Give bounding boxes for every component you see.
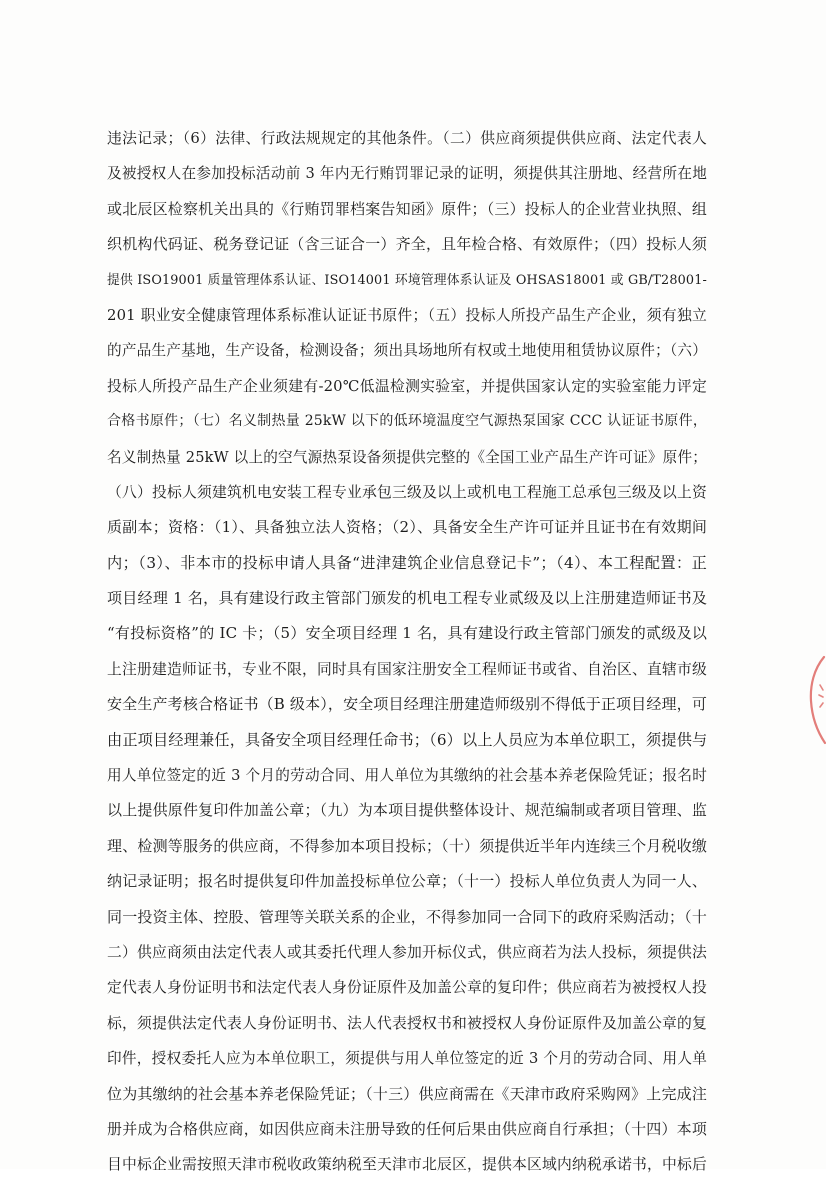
text-line: 织机构代码证、税务登记证（含三证合一）齐全，且年检合格、有效原件；（四）投标人须 (107, 235, 707, 254)
text-line: 的产品生产基地，生产设备，检测设备；须出具场地所有权或土地使用租赁协议原件；（六） (107, 342, 707, 360)
text-line: 合格书原件；（七）名义制热量 25kW 以下的低环境温度空气源热泵国家 CCC 认证证书原件， (107, 413, 707, 430)
text-line: 上注册建造师证书，专业不限，同时具有国家注册安全工程师证书或省、自治区、直辖市级 (107, 660, 707, 678)
text-line: 标，须提供法定代表人身份证明书、法人代表授权书和被授权人身份证原件及加盖公章的复 (107, 1014, 707, 1032)
text-line: 质副本；资格：（1）、具备独立法人资格；（2）、具备安全生产许可证并且证书在有效期间 (107, 518, 707, 537)
text-line: 册并成为合格供应商，如因供应商未注册导致的任何后果由供应商自行承担；（十四）本项 (107, 1119, 707, 1138)
text-line: 项目经理 1 名，具有建设行政主管部门颁发的机电工程专业贰级及以上注册建造师证书及 (107, 589, 707, 608)
text-line: 内；（3）、非本市的投标申请人具备“进津建筑企业信息登记卡”；（4）、本工程配置：正 (107, 553, 707, 572)
text-line: 及被授权人在参加投标活动前 3 年内无行贿罚罪记录的证明，须提供其注册地、经营所在地 (107, 165, 707, 183)
text-line: 或北辰区检察机关出具的《行贿罚罪档案告知函》原件；（三）投标人的企业营业执照、组 (107, 199, 707, 218)
text-line: 投标人所投产品生产企业须建有-20℃低温检测实验室，并提供国家认定的实验室能力评定 (107, 377, 707, 395)
text-line: （八）投标人须建筑机电安装工程专业承包三级及以上或机电工程施工总承包三级及以上资 (107, 483, 707, 501)
text-line: 安全生产考核合格证书（B 级本），安全项目经理注册建造师级别不得低于正项目经理，可 (107, 695, 707, 714)
text-line: 目中标企业需按照天津市税收政策纳税至天津市北辰区，提供本区域内纳税承诺书，中标后 (107, 1156, 707, 1174)
text-line: 定代表人身份证明书和法定代表人身份证原件及加盖公章的复印件；供应商若为被授权人投 (107, 979, 707, 997)
seal-stamp-fragment (804, 655, 826, 745)
text-line: 名义制热量 25kW 以上的空气源热泵设备须提供完整的《全国工业产品生产许可证》原件； (107, 448, 707, 466)
text-line: 二）供应商须由法定代表人或其委托代理人参加开标仪式，供应商若为法人投标，须提供法 (107, 943, 707, 961)
text-line: 同一投资主体、控股、管理等关联关系的企业，不得参加同一合同下的政府采购活动；（十 (107, 907, 707, 926)
text-line: 违法记录；（6）法律、行政法规规定的其他条件。（二）供应商须提供供应商、法定代表人 (107, 130, 707, 147)
text-line: 201 职业安全健康管理体系标准认证证书原件；（五）投标人所投产品生产企业，须有独立 (107, 306, 707, 324)
text-line: 由正项目经理兼任，具备安全项目经理任命书；（6）以上人员应为本单位职工，须提供与 (107, 730, 708, 749)
text-line: 纳记录证明；报名时提供复印件加盖投标单位公章；（十一）投标人单位负责人为同一人、 (107, 872, 707, 891)
body-text (107, 121, 707, 1183)
text-line: 提供 ISO19001 质量管理体系认证、ISO14001 环境管理体系认证及 OHSAS18001 或 GB/T28001- (107, 272, 707, 288)
text-line: 印件，授权委托人应为本单位职工，须提供与用人单位签定的近 3 个月的劳动合同、用人单 (107, 1050, 707, 1068)
text-line: “有投标资格”的 IC 卡；（5）安全项目经理 1 名，具有建设行政主管部门颁发的贰级及以 (107, 624, 707, 643)
text-line: 用人单位签定的近 3 个月的劳动合同、用人单位为其缴纳的社会基本养老保险凭证；报名时 (107, 767, 707, 785)
text-line: 理、检测等服务的供应商，不得参加本项目投标；（十）须提供近半年内连续三个月税收缴 (107, 836, 707, 855)
text-line: 位为其缴纳的社会基本养老保险凭证；（十三）供应商需在《天津市政府采购网》上完成注 (107, 1084, 707, 1103)
text-line: 以上提供原件复印件加盖公章；（九）为本项目提供整体设计、规范编制或者项目管理、监 (107, 801, 707, 820)
